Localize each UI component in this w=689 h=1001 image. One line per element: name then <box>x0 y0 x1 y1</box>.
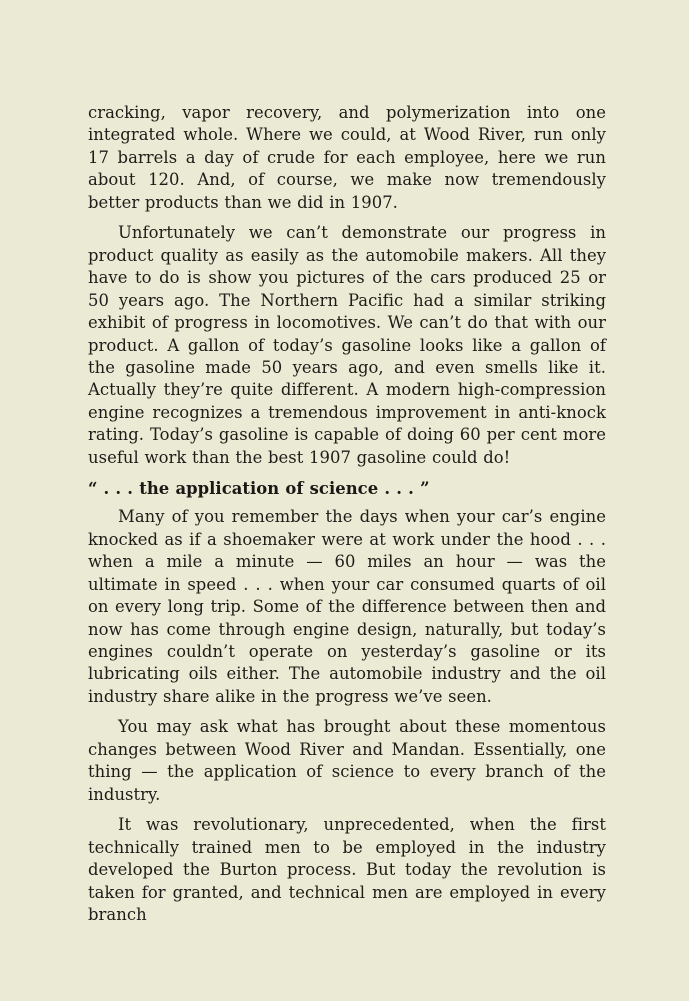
paragraph-momentous-changes: You may ask what has brought about these momentous changes between Wood River and Mandan. Essentially, one thing — the application of science to every branch of the industry. <box>88 717 606 804</box>
text-column <box>88 102 606 926</box>
heading-open-quote: “ <box>88 479 98 499</box>
paragraph-continued: cracking, vapor recovery, and polymerization into one integrated whole. Where we could, at Wood River, run only 17 barrels a day of crude for each employee, here we run about 120. And, of course, we make now tremendously better products than we did in 1907. <box>88 103 606 212</box>
section-heading <box>88 478 606 500</box>
heading-text: . . . the application of science . . . <box>103 479 414 499</box>
paragraph-product-quality: Unfortunately we can’t demonstrate our progress in product quality as easily as the automobile makers. All they have to do is show you pictures of the cars produced 25 or 50 years ago. The Northern Pacific had a similar striking exhibit of progress in locomotives. We can’t do that with our product. A gallon of today’s gasoline looks like a gallon of the gasoline made 50 years ago, and even smells like it. Actually they’re quite different. A modern high-compression engine recognizes a tremendous improvement in anti-knock rating. Today’s gasoline is capable of doing 60 per cent more useful work than the best 1907 gasoline could do! <box>88 223 606 467</box>
paragraph-engine-knock: Many of you remember the days when your car’s engine knocked as if a shoemaker were at work under the hood . . . when a mile a minute — 60 miles an hour — was the ultimate in speed . . . when your car consumed quarts of oil on every long trip. Some of the difference between then and now has come through engine design, naturally, but today’s engines couldn’t operate on yesterday’s gasoline or its lubricating oils either. The automobile industry and the oil industry share alike in the progress we’ve seen. <box>88 507 606 706</box>
paragraph-burton-process: It was revolutionary, unprecedented, when the first technically trained men to be employed in the industry developed the Burton process. But today the revolution is taken for granted, and technical men are employed in every branch <box>88 815 606 924</box>
heading-close-quote: ” <box>420 479 430 499</box>
